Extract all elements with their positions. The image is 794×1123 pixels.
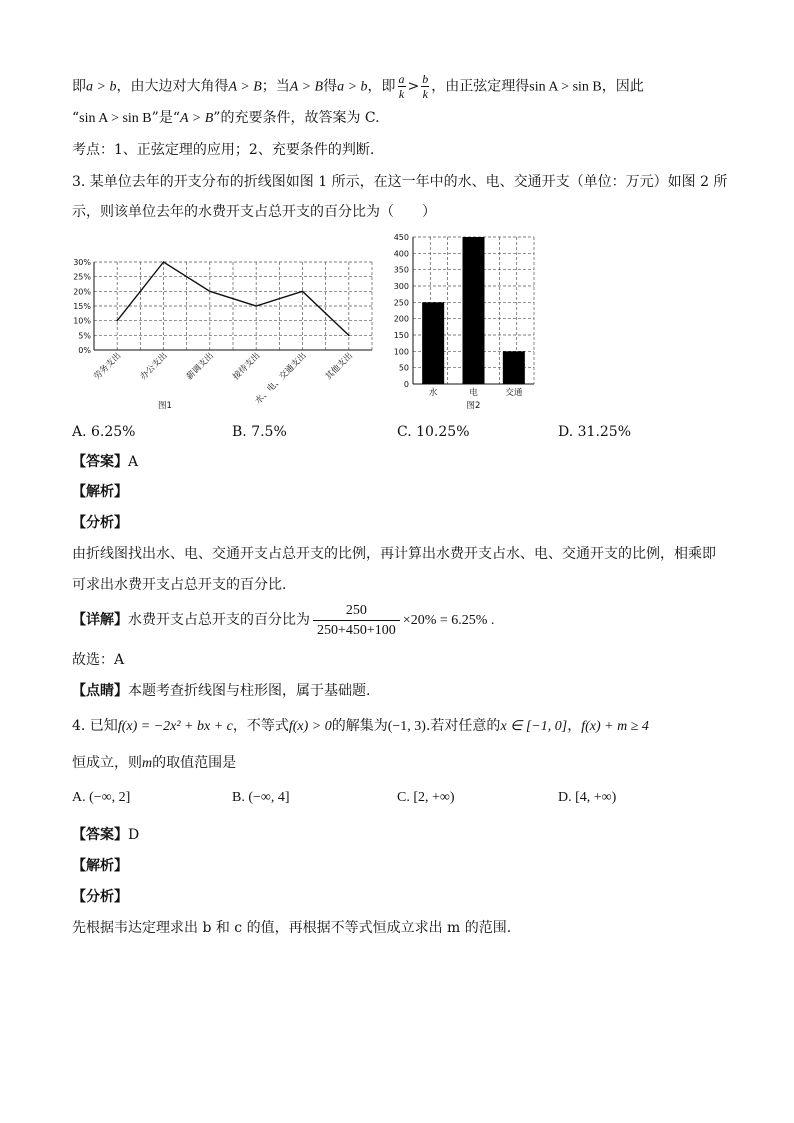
- bar: [503, 351, 525, 384]
- fraction-a-over-k: $\frac{a}{k}$: [398, 72, 405, 101]
- q4-option-b[interactable]: B. (−∞, 4]: [232, 790, 290, 805]
- q4-option-d[interactable]: D. [4, +∞): [558, 790, 617, 805]
- y-tick-label: 15%: [73, 302, 91, 311]
- y-tick-label: 10%: [73, 316, 91, 326]
- math: a > b: [86, 79, 117, 95]
- q3-option-b[interactable]: B. 7.5%: [232, 424, 287, 440]
- q3-analysis-line-1: 由折线图找出水、电、交通开支占总开支的比例，再计算出水费开支占水、电、交通开支的比例，相乘即: [72, 546, 716, 562]
- y-tick-label: 25%: [73, 272, 91, 282]
- math: f(x) > 0: [288, 719, 332, 734]
- text: ，即: [367, 78, 396, 95]
- data-point: [255, 305, 257, 307]
- x-tick-label: 交通: [505, 388, 523, 398]
- q3-answer: 【答案】A: [72, 454, 139, 470]
- text: ，因此: [601, 78, 644, 95]
- q4-stem-line-1: 4. 已知f(x) = −2x² + bx + c，不等式f(x) > 0的解集为(−1, 3).若对任意的x ∈ [−1, 0]，f(x) + m ≥ 4: [72, 718, 649, 734]
- data-point: [302, 291, 304, 293]
- chart-title: 图1: [158, 401, 172, 411]
- q4-option-c[interactable]: C. [2, +∞): [397, 790, 455, 805]
- math: >: [407, 78, 420, 95]
- data-point: [348, 335, 350, 337]
- y-tick-label: 300: [393, 282, 409, 291]
- text: 即: [72, 78, 86, 95]
- math: A > B: [289, 79, 324, 95]
- math: (−1, 3): [387, 719, 426, 734]
- q4-analysis: 先根据韦达定理求出 b 和 c 的值，再根据不等式恒成立求出 m 的范围.: [72, 920, 512, 936]
- q3-dianjing: 【点睛】本题考查折线图与柱形图，属于基础题.: [72, 683, 371, 699]
- x-tick-label: 接待支出: [231, 351, 263, 383]
- bar: [422, 302, 444, 384]
- q3-analysis-line-2: 可求出水费开支占总开支的百分比.: [72, 577, 287, 593]
- math: sin A > sin B: [79, 111, 152, 126]
- figure-1-line-chart: [70, 250, 390, 420]
- data-point: [163, 261, 165, 263]
- detail-fraction: $\frac{250}{250+450+100}$: [313, 601, 400, 640]
- fraction-b-over-k: $\frac{b}{k}$: [422, 72, 429, 101]
- q4-jiexi-heading: 【解析】: [72, 858, 128, 874]
- x-tick-label: 电: [469, 388, 478, 398]
- y-tick-label: 0%: [78, 346, 91, 355]
- y-tick-label: 20%: [73, 287, 91, 297]
- chart-title: 图2: [466, 401, 481, 411]
- x-tick-label: 其他支出: [323, 351, 355, 383]
- data-point: [209, 291, 211, 293]
- q3-jiexi-heading: 【解析】: [72, 484, 128, 500]
- q3-stem-line-1: 3. 某单位去年的开支分布的折线图如图 1 所示，在这一年中的水、电、交通开支（单位：万元）如图 2 所: [72, 174, 728, 190]
- x-tick-label: 劳务支出: [92, 351, 124, 383]
- q4-answer: 【答案】D: [72, 827, 140, 843]
- y-tick-label: 0: [403, 380, 409, 389]
- math: A > B: [228, 79, 262, 95]
- text: ；当: [261, 78, 290, 95]
- q3-fenxi-heading: 【分析】: [72, 515, 128, 531]
- q3-option-a[interactable]: A. 6.25%: [72, 424, 136, 440]
- data-point: [116, 320, 118, 322]
- math: A > B: [179, 111, 214, 126]
- x-tick-label: 水、电、交通支出: [253, 351, 309, 407]
- math: f(x) + m ≥ 4: [581, 719, 649, 734]
- math: a > b: [337, 79, 368, 95]
- y-tick-label: 50: [398, 363, 409, 373]
- text: 得: [323, 78, 338, 95]
- math: m: [142, 756, 153, 771]
- text: ，由大边对大角得: [116, 78, 229, 95]
- y-tick-label: 450: [393, 233, 409, 242]
- q3-option-d[interactable]: D. 31.25%: [558, 424, 632, 440]
- x-tick-label: 水: [428, 388, 438, 398]
- q3-choose: 故选：A: [72, 652, 125, 668]
- q4-option-a[interactable]: A. (−∞, 2]: [72, 790, 131, 805]
- y-tick-label: 350: [393, 265, 409, 275]
- y-tick-label: 100: [393, 347, 409, 357]
- y-tick-label: 30%: [73, 258, 91, 267]
- prev-kaodian: 考点：1、正弦定理的应用；2、充要条件的判断.: [72, 142, 375, 158]
- figure-2-bar-chart: [392, 232, 552, 418]
- text: ，由正弦定理得: [431, 78, 530, 95]
- x-tick-label: 办公支出: [138, 351, 170, 383]
- math: x ∈ [−1, 0]: [500, 719, 568, 734]
- y-tick-label: 5%: [78, 331, 91, 341]
- y-tick-label: 400: [393, 249, 409, 259]
- y-tick-label: 250: [393, 298, 409, 308]
- y-tick-label: 150: [393, 331, 409, 340]
- math: sin A > sin B: [529, 79, 602, 95]
- y-tick-label: 200: [393, 314, 409, 324]
- bar: [463, 237, 485, 384]
- prev-solution-line-1: [72, 72, 644, 101]
- q3-detail: 【详解】水费开支占总开支的百分比为 $\frac{250}{250+450+100}$ ×20% = 6.25% .: [72, 602, 495, 638]
- q3-option-c[interactable]: C. 10.25%: [397, 424, 470, 440]
- prev-solution-line-2: “sin A > sin B”是“A > B”的充要条件，故答案为 C.: [72, 110, 380, 126]
- q3-stem-line-2: 示，则该单位去年的水费开支占总开支的百分比为（ ）: [72, 204, 436, 220]
- q4-stem-line-2: 恒成立，则m的取值范围是: [72, 755, 237, 771]
- x-tick-label: 薪调支出: [184, 351, 216, 383]
- math: f(x) = −2x² + bx + c: [117, 719, 233, 734]
- q4-fenxi-heading: 【分析】: [72, 889, 128, 905]
